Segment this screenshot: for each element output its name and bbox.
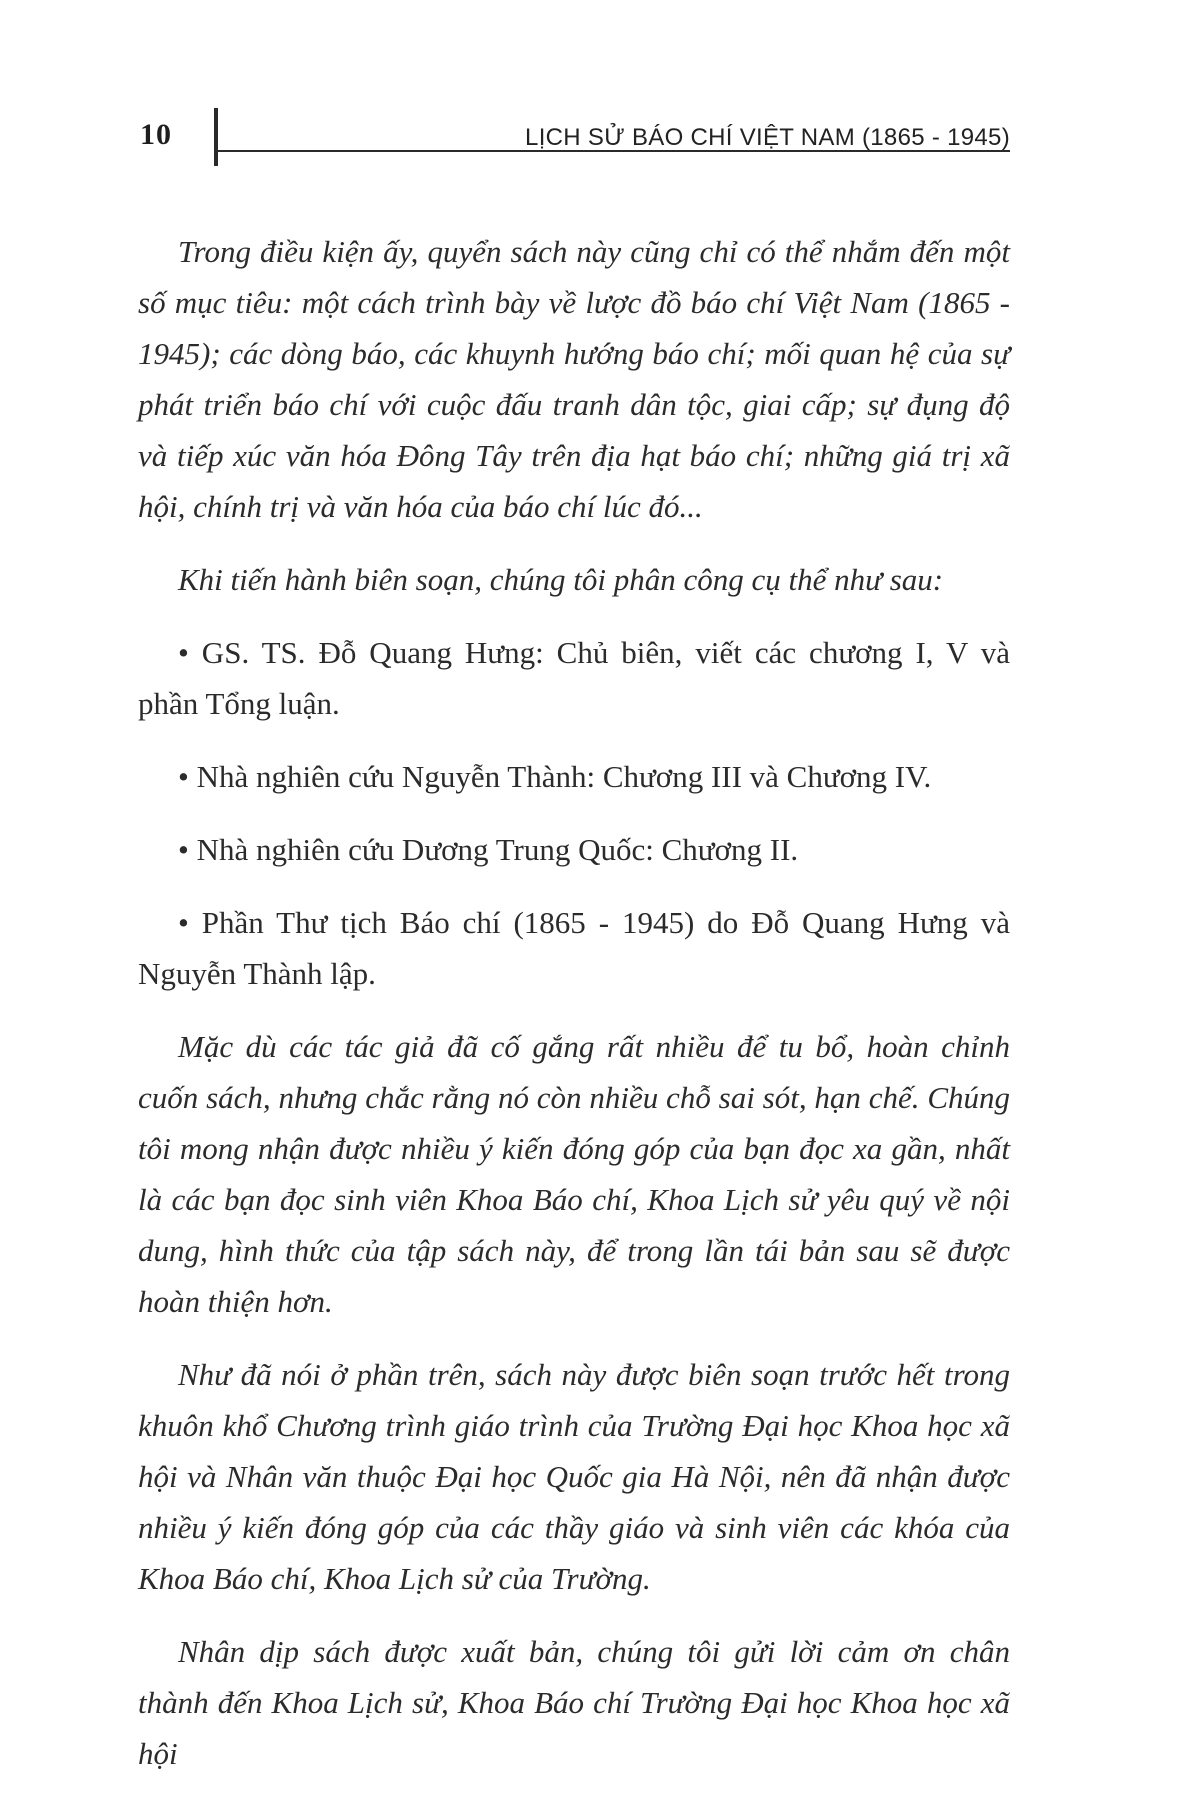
list-item: • Phần Thư tịch Báo chí (1865 - 1945) do Đỗ Quang Hưng và Nguyễn Thành lập. [138, 905, 1010, 991]
header-vertical-rule [214, 108, 218, 166]
page-number: 10 [140, 118, 172, 151]
paragraph-thanks: Nhân dịp sách được xuất bản, chúng tôi gửi lời cảm ơn chân thành đến Khoa Lịch sử, Khoa Báo chí Trường Đại học Khoa học xã hội [138, 1634, 1010, 1771]
paragraph-curriculum: Như đã nói ở phần trên, sách này được biên soạn trước hết trong khuôn khổ Chương trình giáo trình của Trường Đại học Khoa học xã hội và Nhân văn thuộc Đại học Quốc gia Hà Nội, nên đã nhận được nhiều ý kiến đóng góp của các thầy giáo và sinh viên các khóa của Khoa Báo chí, Khoa Lịch sử của Trường. [138, 1357, 1010, 1596]
body-text [138, 226, 1010, 1801]
list-item: • Nhà nghiên cứu Dương Trung Quốc: Chương II. [178, 832, 799, 867]
list-item: • Nhà nghiên cứu Nguyễn Thành: Chương III và Chương IV. [178, 759, 932, 794]
paragraph-assignment-intro: Khi tiến hành biên soạn, chúng tôi phân công cụ thể như sau: [178, 562, 944, 597]
paragraph-feedback: Mặc dù các tác giả đã cố gắng rất nhiều để tu bổ, hoàn chỉnh cuốn sách, nhưng chắc rằng nó còn nhiều chỗ sai sót, hạn chế. Chúng tôi mong nhận được nhiều ý kiến đóng góp của bạn đọc xa gần, nhất là các bạn đọc sinh viên Khoa Báo chí, Khoa Lịch sử yêu quý về nội dung, hình thức của tập sách này, để trong lần tái bản sau sẽ được hoàn thiện hơn. [138, 1029, 1010, 1319]
paragraph-goals: Trong điều kiện ấy, quyển sách này cũng chỉ có thể nhắm đến một số mục tiêu: một cách trình bày về lược đồ báo chí Việt Nam (1865 - 1945); các dòng báo, các khuynh hướng báo chí; mối quan hệ của sự phát triển báo chí với cuộc đấu tranh dân tộc, giai cấp; sự đụng độ và tiếp xúc văn hóa Đông Tây trên địa hạt báo chí; những giá trị xã hội, chính trị và văn hóa của báo chí lúc đó... [138, 234, 1010, 524]
running-title: LỊCH SỬ BÁO CHÍ VIỆT NAM (1865 - 1945) [525, 124, 1010, 151]
list-item: • GS. TS. Đỗ Quang Hưng: Chủ biên, viết các chương I, V và phần Tổng luận. [138, 635, 1010, 721]
running-header [140, 108, 1010, 168]
